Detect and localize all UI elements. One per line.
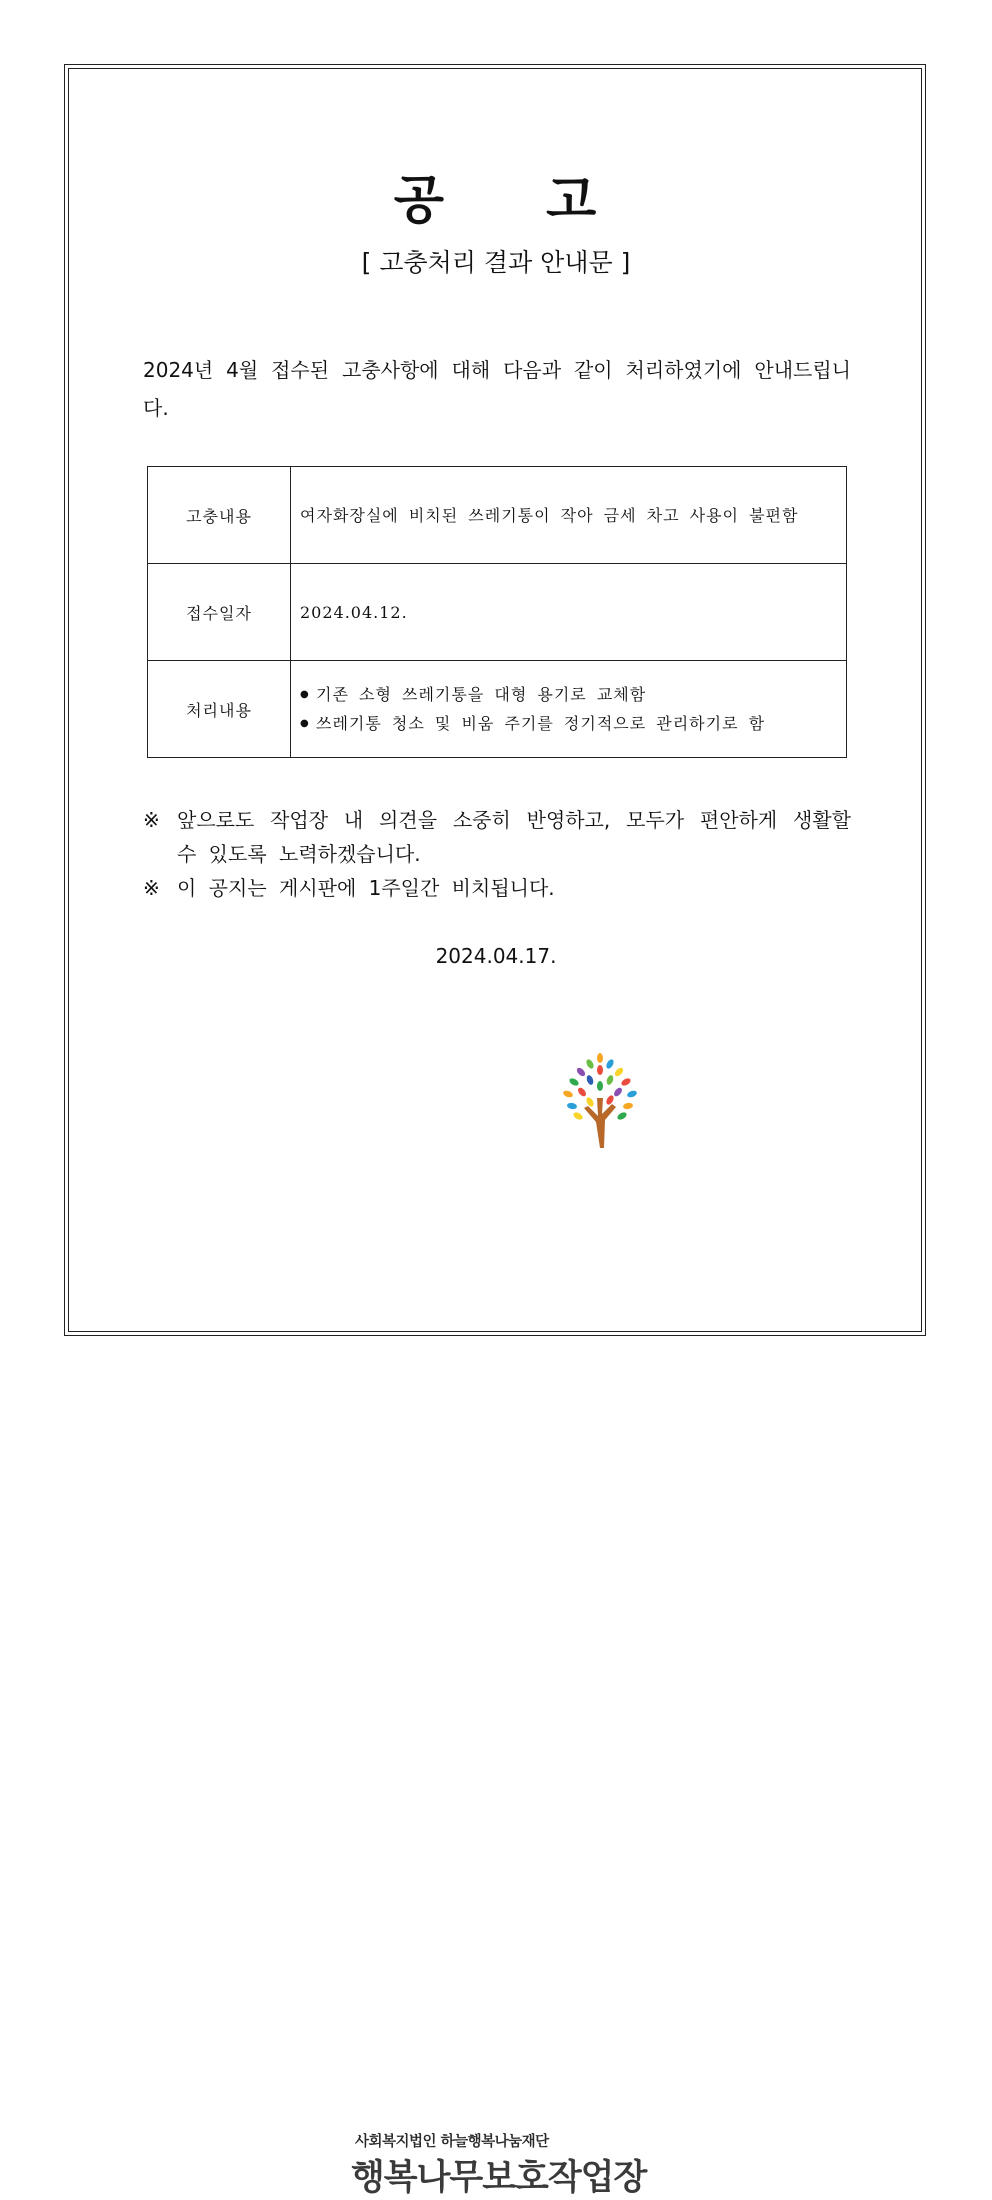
- organization-name: 행복나무보호작업장: [351, 2158, 647, 2198]
- list-item: ● 기존 소형 쓰레기통을 대형 용기로 교체함: [300, 680, 838, 709]
- notes-section: [143, 803, 851, 905]
- table-row: [148, 467, 847, 564]
- note-text: 이 공지는 게시판에 1주일간 비치됩니다.: [177, 876, 555, 900]
- row-label-action: 처리내용: [148, 661, 291, 758]
- table-row: [148, 661, 847, 758]
- note-text: 앞으로도 작업장 내 의견을 소중히 반영하고, 모두가 편안하게 생활할 수 있도록 노력하겠습니다.: [177, 808, 851, 866]
- tree-logo-icon: [550, 1050, 650, 1150]
- row-label-content: 고충내용: [148, 467, 291, 564]
- row-value-action: [291, 661, 847, 758]
- intro-paragraph: 2024년 4월 접수된 고충사항에 대해 다음과 같이 처리하였기에 안내드립니다.: [143, 358, 851, 420]
- reference-mark-icon: ※: [143, 876, 160, 900]
- note-item: [143, 803, 851, 871]
- grievance-table: [147, 466, 847, 758]
- action-list: [300, 680, 838, 738]
- title-char-left: 공: [393, 171, 446, 231]
- reference-mark-icon: ※: [143, 808, 160, 832]
- table-row: [148, 564, 847, 661]
- row-value-date: 2024.04.12.: [291, 564, 847, 661]
- organization-logo: [345, 1050, 655, 2198]
- title-char-right: 고: [546, 171, 599, 231]
- row-label-date: 접수일자: [148, 564, 291, 661]
- note-item: [143, 871, 851, 905]
- notice-date: 2024.04.17.: [435, 944, 557, 968]
- notice-subtitle: [ 고충처리 결과 안내문 ]: [361, 248, 631, 277]
- list-item: ● 쓰레기통 청소 및 비움 주기를 정기적으로 관리하기로 함: [300, 709, 838, 738]
- organization-subtitle: 사회복지법인 하늘행복나눔재단: [355, 2134, 549, 2150]
- row-value-content: 여자화장실에 비치된 쓰레기통이 작아 금세 차고 사용이 불편함: [291, 467, 847, 564]
- notice-title: [0, 158, 992, 233]
